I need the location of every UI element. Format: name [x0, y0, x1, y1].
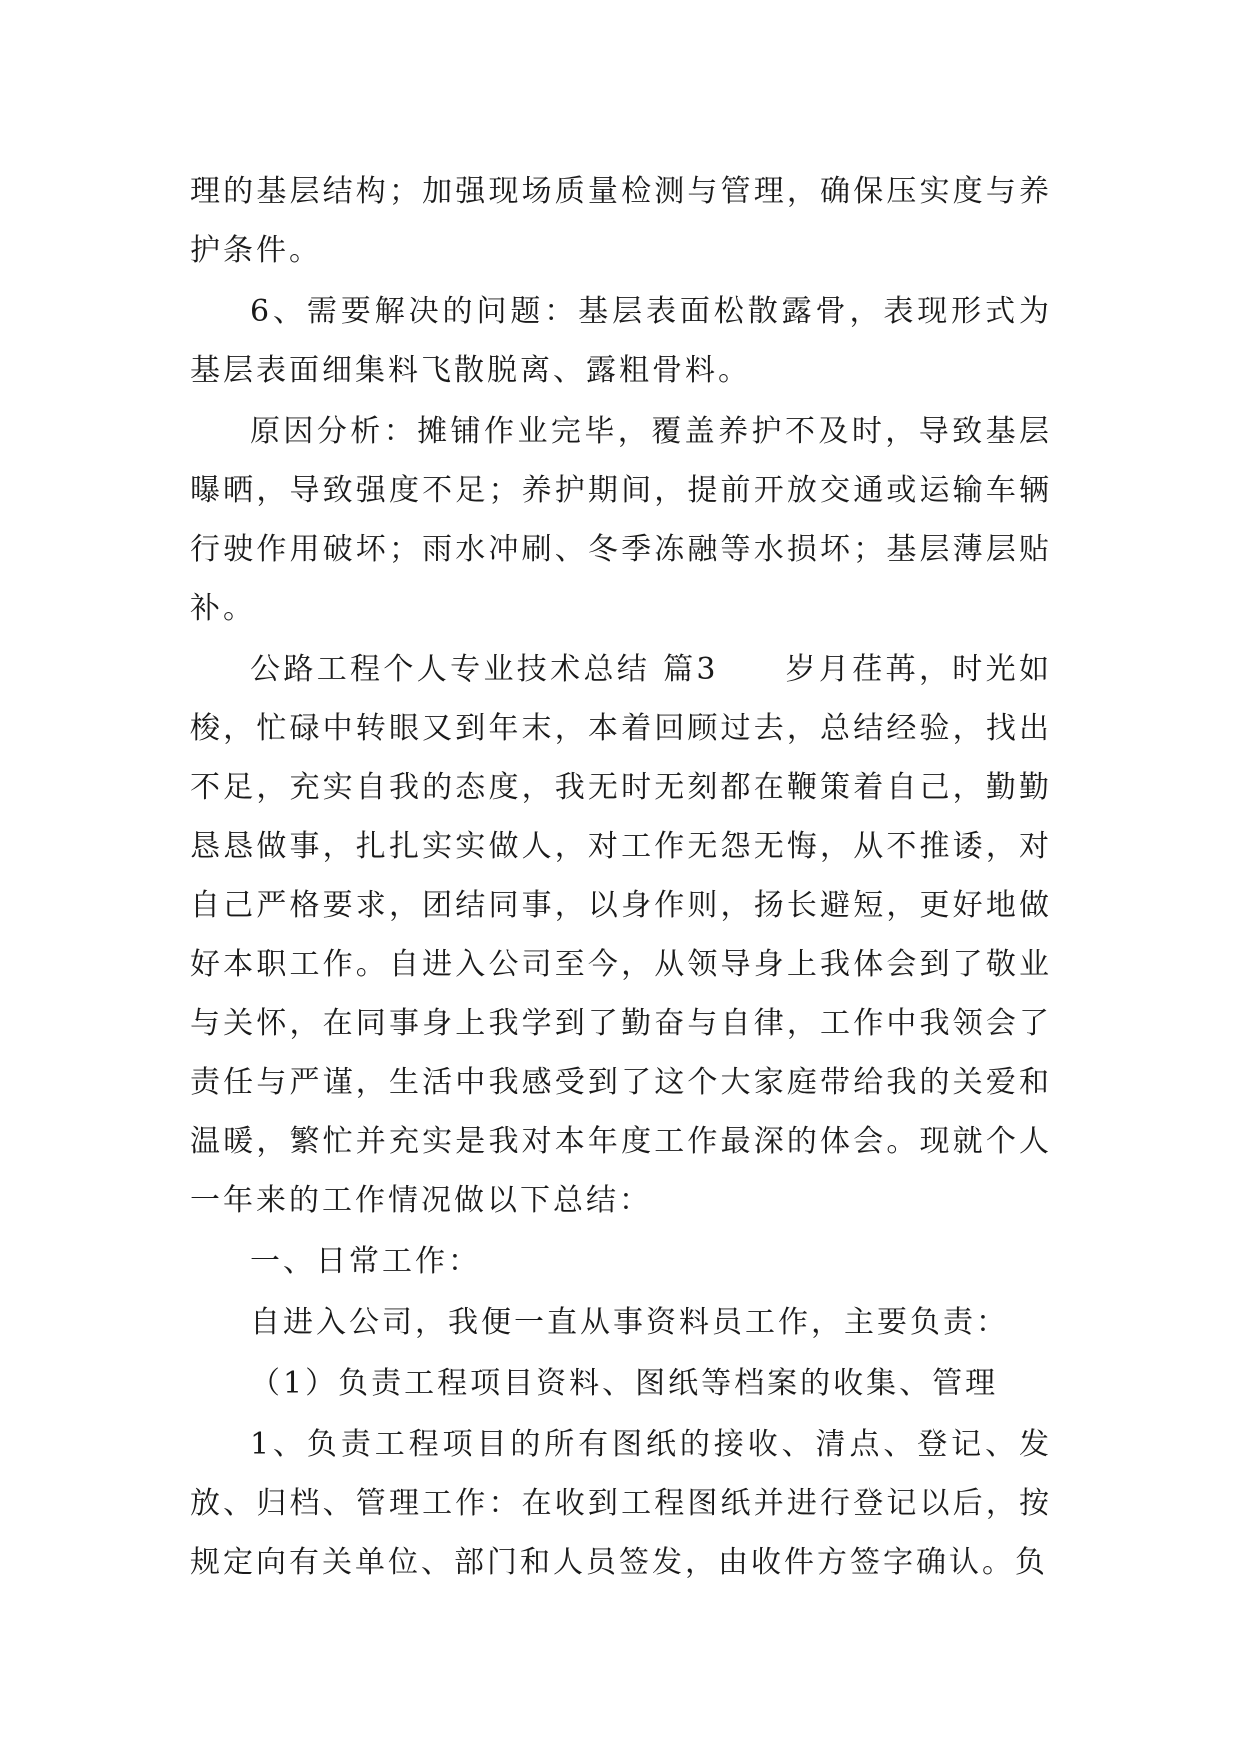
- paragraph-problem-6: 6、需要解决的问题：基层表面松散露骨，表现形式为基层表面细集料飞散脱离、露粗骨料。: [190, 294, 1052, 388]
- list-item-1: （1）负责工程项目资料、图纸等档案的收集、管理: [250, 1366, 999, 1401]
- paragraph-continuation: 理的基层结构；加强现场质量检测与管理，确保压实度与养护条件。: [190, 174, 1052, 268]
- document-page: [190, 162, 1052, 1592]
- paragraph-cause-analysis: 原因分析：摊铺作业完毕，覆盖养护不及时，导致基层曝晒，导致强度不足；养护期间，提前开放交通或运输车辆行驶作用破坏；雨水冲刷、冬季冻融等水损坏；基层薄层贴补。: [190, 414, 1052, 626]
- paragraph-responsibilities-intro: 自进入公司，我便一直从事资料员工作，主要负责：: [250, 1305, 1009, 1340]
- heading-daily-work: 一、日常工作：: [250, 1244, 481, 1279]
- paragraph-summary-part-3: 公路工程个人专业技术总结 篇3 岁月荏苒，时光如梭，忙碌中转眼又到年末，本着回顾过去，总结经验，找出不足，充实自我的态度，我无时无刻都在鞭策着自己，勤勤恳恳做事，扎扎实实做人，对工作无怨无悔，从不推诿，对自己严格要求，团结同事，以身作则，扬长避短，更好地做好本职工作。自进入公司至今，从领导身上我体会到了敬业与关怀，在同事身上我学到了勤奋与自律，工作中我领会了责任与严谨，生活中我感受到了这个大家庭带给我的关爱和温暖，繁忙并充实是我对本年度工作最深的体会。现就个人一年来的工作情况做以下总结：: [190, 652, 1052, 1218]
- paragraph-drawings-management: 1、负责工程项目的所有图纸的接收、清点、登记、发放、归档、管理工作：在收到工程图纸并进行登记以后，按规定向有关单位、部门和人员签发，由收件方签字确认。负: [190, 1427, 1052, 1580]
